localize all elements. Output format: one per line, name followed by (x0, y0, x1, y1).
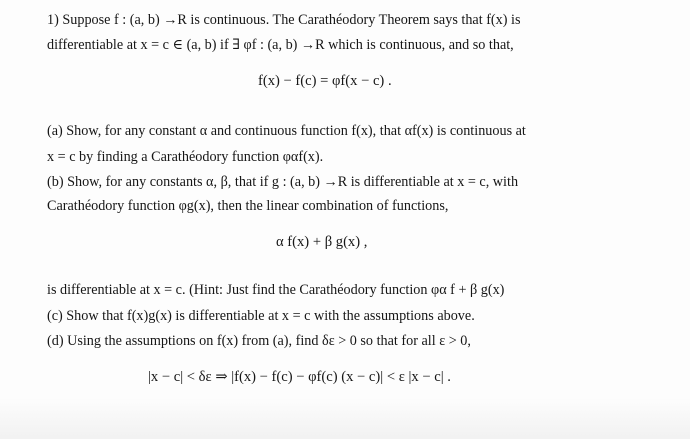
definition-equation: f(x) − f(c) = φf(x − c) . (258, 73, 392, 89)
problem-intro-line-2: differentiable at x = c ∈ (a, b) if ∃ φf : (a, b) →R which is continuous, and so that, (47, 37, 514, 53)
part-b-line-3: is differentiable at x = c. (Hint: Just find the Carathéodory function φα f + β g(x) (47, 282, 505, 298)
part-a-line-2: x = c by finding a Carathéodory function φαf(x). (47, 149, 324, 165)
part-b-line-2: Carathéodory function φg(x), then the linear combination of functions, (47, 198, 449, 214)
part-d-line: (d) Using the assumptions on f(x) from (a), find δε > 0 so that for all ε > 0, (47, 333, 471, 349)
problem-intro-line-1: 1) Suppose f : (a, b) →R is continuous. The Carathéodory Theorem says that f(x) is (47, 12, 521, 28)
epsilon-delta-equation: |x − c| < δε ⇒ |f(x) − f(c) − φf(c) (x − c)| < ε |x − c| . (148, 369, 451, 385)
part-b-line-1: (b) Show, for any constants α, β, that if g : (a, b) →R is differentiable at x = c, with (47, 174, 519, 190)
part-a-line-1: (a) Show, for any constant α and continuous function f(x), that αf(x) is continuous at (47, 123, 526, 139)
part-c-line: (c) Show that f(x)g(x) is differentiable at x = c with the assumptions above. (47, 308, 475, 324)
combination-equation: α f(x) + β g(x) , (276, 234, 368, 250)
page-shadow (0, 398, 690, 439)
